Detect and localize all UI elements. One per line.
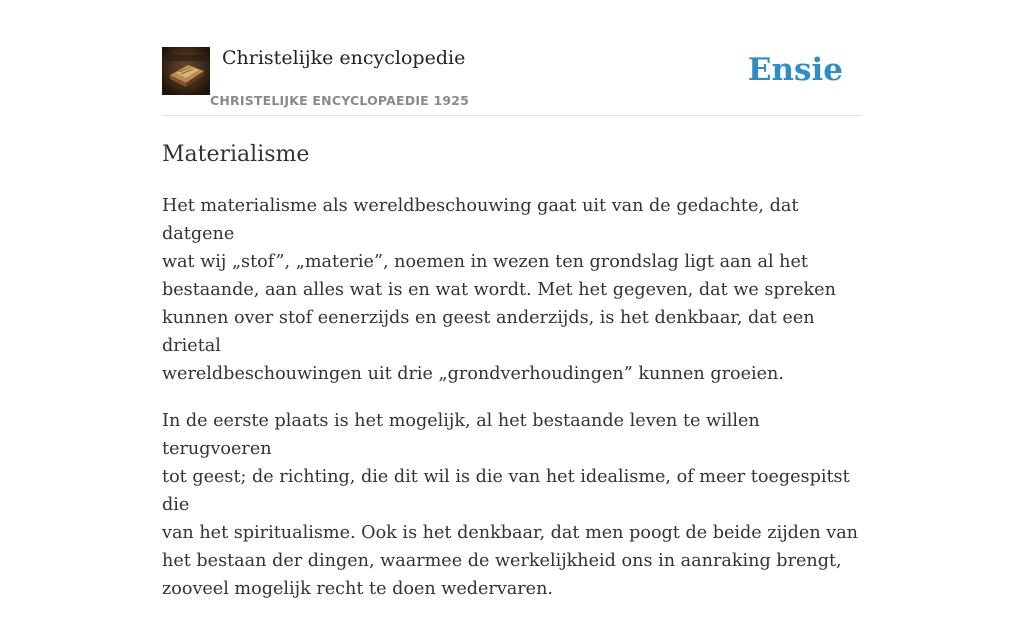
article-title: Materialisme [162,142,310,167]
article-paragraph: In de eerste plaats is het mogelijk, al het bestaande leven te willen terugvoeren tot geest; de richting, die dit wil is die van het idealisme, of meer toegespitst die van het spiritualisme. Ook is het denkbaar, dat men poogt de beide zijden van het bestaan der dingen, waarmee de werkelijkheid ons in aanraking brengt, zooveel mogelijk recht te doen wedervaren. [162,411,859,599]
source-avatar[interactable] [162,47,210,95]
header-divider [162,115,862,116]
source-subtitle: CHRISTELIJKE ENCYCLOPAEDIE 1925 [210,93,470,108]
book-photo-avatar-icon [162,47,210,95]
article-body [162,192,862,622]
source-title[interactable]: Christelijke encyclopedie [222,47,466,69]
article-paragraph: Het materialisme als wereldbeschouwing gaat uit van de gedachte, dat datgene wat wij „stof”, „materie”, noemen in wezen ten grondslag ligt aan al het bestaande, aan alles wat is en wat wordt. Met het gegeven, dat we spreken kunnen over stof eenerzijds en geest anderzijds, is het denkbaar, dat een drietal wereldbeschouwingen uit drie „grondverhoudingen” kunnen groeien. [162,196,836,384]
ensie-logo[interactable]: Ensie [747,52,843,88]
